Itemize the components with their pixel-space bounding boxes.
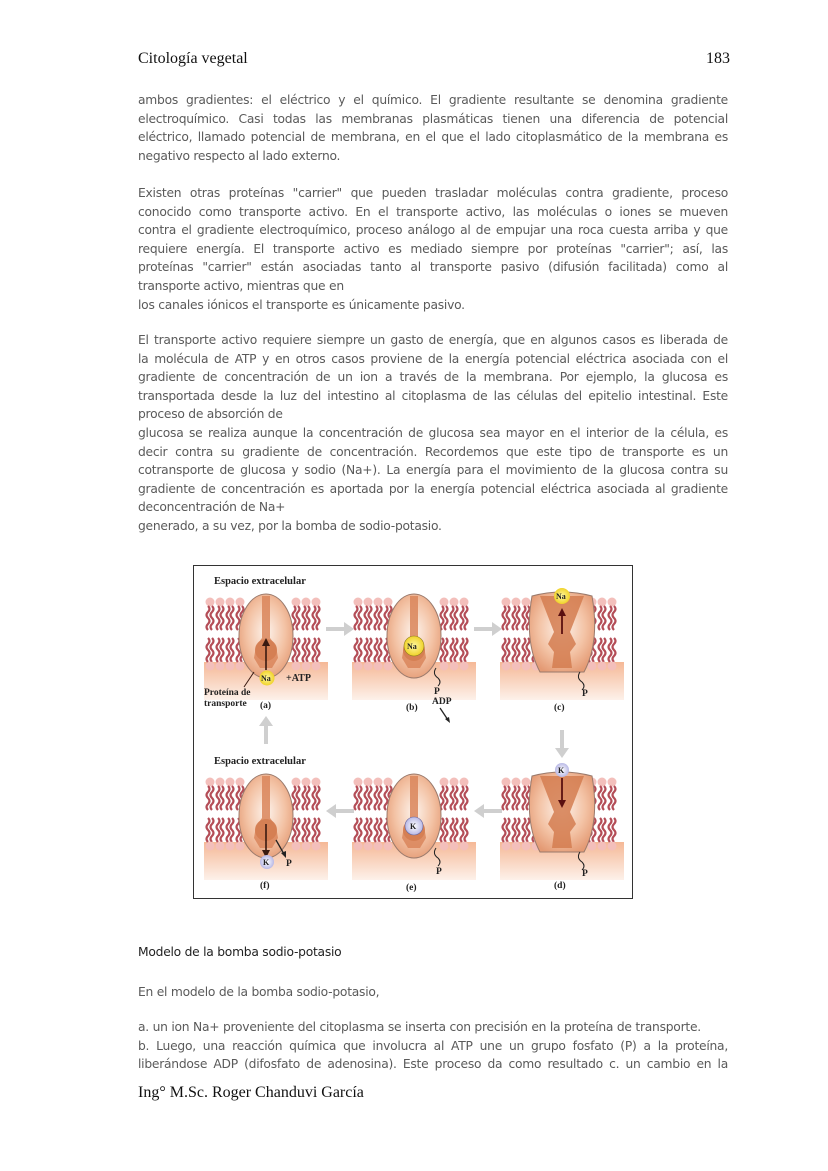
panel-caption-d: (d) [554,881,566,891]
text-line: El transporte activo requiere siempre un gasto de energía, que en algunos casos es liberada de [138,333,728,347]
svg-text:Na: Na [556,592,566,601]
panel-caption-f: (f) [260,881,270,891]
text-line: deconcentración de Na+ [138,500,286,515]
protein-label-line2: transporte [204,699,247,709]
panel-b [352,594,476,723]
text-line: conocido como transporte activo. En el transporte activo, las moléculas o iones se mueven [138,204,728,219]
section-heading [138,943,728,962]
phosphate-label: P [436,867,442,877]
step-a: a. un ion Na+ proveniente del citoplasma se inserta con precisión en la proteína de transporte. [138,1020,701,1034]
text-line: generado, a su vez, por la bomba de sodio-potasio. [138,518,442,533]
running-header [138,50,730,72]
svg-text:K: K [410,822,417,831]
text-line: proteínas "carrier" están asociadas tanto al transporte pasivo (difusión facilitada) como al [138,260,728,275]
extracellular-label-top: Espacio extracelular [214,576,306,587]
panel-c [500,588,624,713]
extracellular-label-bottom: Espacio extracelular [214,756,306,767]
text-line: ambos gradientes: el eléctrico y el químico. El gradiente resultante se denomina gradiente [138,93,728,107]
panel-caption-b: (b) [406,703,418,713]
page-number: 183 [706,50,730,67]
svg-text:Na: Na [407,642,417,651]
panel-caption-c: (c) [554,703,565,713]
phosphate-label: P [582,869,588,879]
text-line: Existen otras proteínas "carrier" que pueden trasladar moléculas contra gradiente, proceso [138,186,728,200]
panel-caption-a: (a) [260,701,272,711]
atp-label: +ATP [286,673,311,684]
text-line: proceso de absorción de [138,407,283,422]
adp-label: ADP [432,697,452,707]
sodium-potassium-pump-figure [193,565,633,899]
phosphate-label: P [434,687,440,697]
text-line: contra el gradiente electroquímico, proceso análogo al de empujar una roca cuesta arriba y que [138,223,728,238]
step-b-cont: liberándose ADP (difosfato de adenosina). Este proceso da como resultado c. un cambio en la [138,1057,728,1072]
pump-diagram [194,566,634,900]
svg-text:Na: Na [261,674,271,683]
panel-caption-e: (e) [406,883,417,893]
section-title: Modelo de la bomba sodio-potasio [138,945,342,959]
text-line: los canales iónicos el transporte es únicamente pasivo. [138,297,465,312]
text-line: transporte activo, mientras que en [138,278,344,293]
section-steps [138,1018,728,1074]
svg-text:K: K [263,858,270,867]
text-line: gradiente de concentración es aportada por la energía potencial eléctrica asociada al gradiente [138,481,728,496]
footer-author: Ing° M.Sc. Roger Chanduvi García [138,1084,364,1101]
text-line: electroquímico. Casi todas las membranas plasmáticas tienen una diferencia de potencial [138,111,728,126]
text-line: glucosa se realiza aunque la concentración de glucosa sea mayor en el interior de la célula, es [138,425,728,440]
panel-f [204,774,328,891]
text-line: cotransporte de glucosa y sodio (Na+). La energía para el movimiento de la glucosa contra su [138,463,728,478]
text-line: gradiente de concentración de un ion a través de la membrana. Por ejemplo, la glucosa es [138,370,728,385]
panel-d [500,763,624,891]
protein-label-line1: Proteína de [204,688,251,698]
text-line: eléctrico, llamado potencial de membrana, en el que el lado citoplasmático de la membrana es [138,130,728,145]
text-line: decir contra su gradiente de concentración. Recordemos que este tipo de transporte es un [138,444,728,459]
text-line: requiere energía. El transporte activo es mediado siempre por proteínas "carrier"; así, las [138,241,728,256]
step-b: b. Luego, una reacción química que involucra al ATP une un grupo fosfato (P) a la proteína, [138,1038,728,1053]
paragraph-active-transport [138,184,728,314]
section-intro [138,983,728,1002]
text-line: negativo respecto al lado externo. [138,148,341,163]
panel-a [204,594,328,711]
phosphate-label: P [286,859,292,869]
paragraph-energy-expenditure [138,331,728,536]
panel-e [352,774,476,893]
paragraph-electrochemical-gradient [138,91,728,165]
header-title: Citología vegetal [138,50,248,67]
svg-text:K: K [558,766,565,775]
text-line: transportada desde la luz del intestino al citoplasma de las células del epitelio intestinal. Este [138,388,728,403]
text-line: En el modelo de la bomba sodio-potasio, [138,985,380,999]
phosphate-label: P [582,689,588,699]
text-line: la molécula de ATP y en otros casos proviene de la energía potencial eléctrica asociada con el [138,351,728,366]
